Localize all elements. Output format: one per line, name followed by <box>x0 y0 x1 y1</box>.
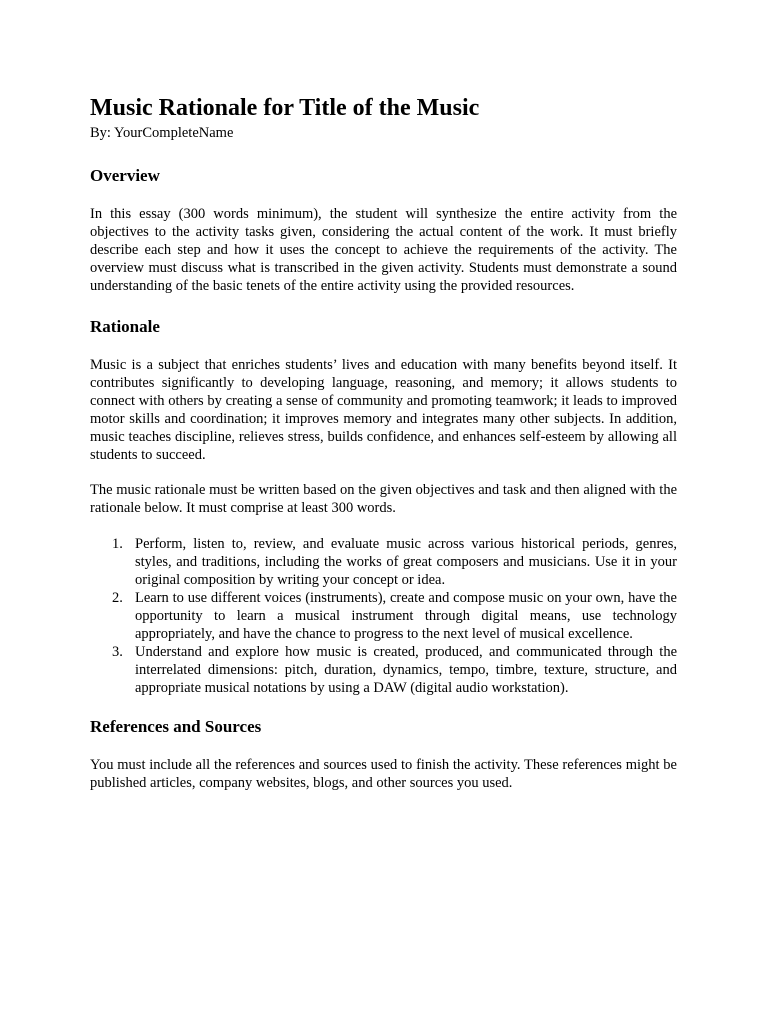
list-item-number: 1. <box>112 536 123 552</box>
references-paragraph: You must include all the references and sources used to finish the activity. These references might be published articles, company websites, blogs, and other sources you used. <box>90 757 677 791</box>
rationale-paragraph-2: The music rationale must be written based on the given objectives and task and then aligned with the rationale below. It must comprise at least 300 words. <box>90 482 677 516</box>
list-item-number: 3. <box>112 644 123 660</box>
list-item <box>90 643 677 697</box>
document-page <box>90 92 677 792</box>
section-heading-rationale: Rationale <box>90 317 160 336</box>
rationale-list <box>90 535 677 697</box>
overview-paragraph: In this essay (300 words minimum), the student will synthesize the entire activity from the objectives to the activity tasks given, considering the actual content of the work. It must briefly describe each step and how it uses the concept to achieve the requirements of the activity. The overview must discuss what is transcribed in the given activity. Students must demonstrate a sound understanding of the basic tenets of the entire activity using the provided resources. <box>90 206 677 294</box>
list-item <box>90 589 677 643</box>
document-byline: By: YourCompleteName <box>90 125 234 141</box>
section-heading-overview: Overview <box>90 166 160 185</box>
list-item-text: Understand and explore how music is created, produced, and communicated through the interrelated dimensions: pitch, duration, dynamics, tempo, timbre, texture, structure, and appropriate musical notations by using a DAW (digital audio workstation). <box>135 644 677 696</box>
rationale-paragraph-1: Music is a subject that enriches students’ lives and education with many benefits beyond itself. It contributes significantly to developing language, reasoning, and memory; it allows students to connect with others by creating a sense of community and promoting teamwork; it leads to improved motor skills and coordination; it improves memory and integrates many other subjects. In addition, music teaches discipline, relieves stress, builds confidence, and enhances self-esteem by allowing all students to succeed. <box>90 357 677 463</box>
section-heading-references: References and Sources <box>90 717 262 736</box>
list-item-text: Learn to use different voices (instruments), create and compose music on your own, have the opportunity to learn a musical instrument through digital means, use technology appropriately, and have the chance to progress to the next level of musical excellence. <box>135 590 677 642</box>
list-item-number: 2. <box>112 590 123 606</box>
list-item <box>90 535 677 589</box>
list-item-text: Perform, listen to, review, and evaluate music across various historical periods, genres, styles, and traditions, including the works of great composers and musicians. Use it in your original composition by writing your concept or idea. <box>135 536 677 588</box>
document-title: Music Rationale for Title of the Music <box>90 95 480 121</box>
